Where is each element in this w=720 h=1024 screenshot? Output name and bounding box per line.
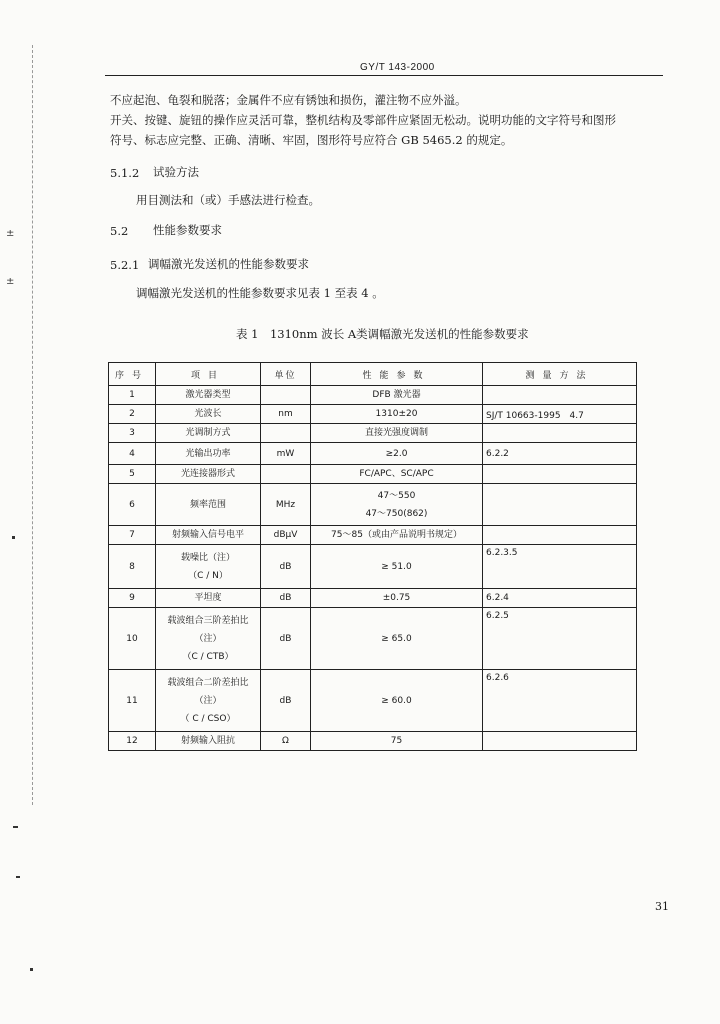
cell-method (483, 484, 637, 526)
margin-mark: ± (6, 228, 15, 239)
table-row (109, 465, 637, 484)
cell-unit: MHz (261, 484, 311, 526)
cell-param-line: FC/APC、SC/APC (359, 469, 434, 479)
cell-item (156, 545, 261, 589)
section-number: 5.2.1 (110, 258, 140, 272)
cell-unit: dB (261, 608, 311, 670)
table-row (109, 405, 637, 424)
table-row (109, 589, 637, 608)
cell-item (156, 526, 261, 545)
cell-item-line: （ C / CSO） (180, 713, 236, 724)
binding-line (32, 45, 34, 805)
table-header-row (109, 363, 637, 386)
section-title: 性能参数要求 (153, 223, 222, 237)
cell-no: 4 (109, 443, 156, 465)
cell-param-line: 47～550 (377, 490, 416, 501)
cell-param (311, 424, 483, 443)
table-row (109, 608, 637, 670)
header-item: 项目 (156, 363, 261, 386)
paragraph: 不应起泡、龟裂和脱落；金属件不应有锈蚀和损伤，灌注物不应外溢。 (110, 93, 467, 107)
paragraph: 用目测法和（或）手感法进行检查。 (136, 193, 320, 207)
cell-param-line: ≥2.0 (385, 448, 408, 459)
cell-param-line: ≥ 60.0 (381, 695, 412, 706)
cell-item-line: 射频输入信号电平 (171, 530, 244, 540)
cell-param-line: ±0.75 (382, 593, 411, 603)
cell-no: 6 (109, 484, 156, 526)
cell-unit: dB (261, 670, 311, 732)
table-row (109, 670, 637, 732)
cell-no: 5 (109, 465, 156, 484)
paragraph: 符号、标志应完整、正确、清晰、牢固，图形符号应符合 GB 5465.2 的规定。 (110, 133, 513, 147)
table-row (109, 732, 637, 751)
cell-no: 11 (109, 670, 156, 732)
cell-param-line: 47～750(862) (365, 508, 428, 519)
cell-param (311, 443, 483, 465)
cell-item-line: 载波组合三阶差拍比 (167, 615, 249, 626)
cell-param-line: 75～85（或由产品说明书规定） (331, 530, 462, 540)
header-unit: 单位 (261, 363, 311, 386)
cell-param-line: DFB 激光器 (372, 390, 421, 400)
paragraph: 调幅激光发送机的性能参数要求见表 1 至表 4 。 (136, 286, 384, 300)
cell-method: 6.2.4 (483, 589, 637, 608)
cell-item-line: 光调制方式 (185, 428, 231, 438)
cell-unit: nm (261, 405, 311, 424)
cell-method: 6.2.2 (483, 443, 637, 465)
parameter-table (108, 362, 637, 751)
scan-dot (16, 876, 20, 878)
header-method: 测量方法 (483, 363, 637, 386)
cell-item (156, 405, 261, 424)
scan-dot (13, 826, 18, 828)
cell-no: 12 (109, 732, 156, 751)
cell-item-line: 载噪比（注） (180, 552, 235, 563)
table-row (109, 386, 637, 405)
cell-unit: Ω (261, 732, 311, 751)
cell-item (156, 484, 261, 526)
cell-unit: dBμV (261, 526, 311, 545)
margin-mark: ± (6, 276, 15, 287)
cell-item (156, 589, 261, 608)
cell-param-line: 1310±20 (375, 409, 418, 419)
cell-method: SJ/T 10663-1995 4.7 (483, 405, 637, 424)
section-number: 5.1.2 (110, 166, 140, 180)
table-row (109, 484, 637, 526)
cell-method (483, 386, 637, 405)
cell-param (311, 465, 483, 484)
cell-method (483, 526, 637, 545)
cell-method: 6.2.3.5 (483, 545, 637, 589)
cell-param (311, 405, 483, 424)
cell-method (483, 732, 637, 751)
cell-item (156, 608, 261, 670)
header-param: 性能参数 (311, 363, 483, 386)
standard-code: GY/T 143-2000 (360, 62, 435, 73)
cell-item (156, 465, 261, 484)
cell-unit: dB (261, 589, 311, 608)
cell-method: 6.2.5 (483, 608, 637, 670)
cell-item (156, 443, 261, 465)
table-row (109, 443, 637, 465)
cell-param (311, 732, 483, 751)
table-row (109, 526, 637, 545)
cell-item-line: 载波组合二阶差拍比 (167, 677, 249, 688)
cell-no: 10 (109, 608, 156, 670)
cell-unit (261, 386, 311, 405)
scan-dot (12, 536, 15, 539)
scan-dot (30, 968, 33, 971)
section-number: 5.2 (110, 224, 129, 238)
cell-item-line: 激光器类型 (185, 390, 231, 400)
cell-no: 7 (109, 526, 156, 545)
cell-method (483, 465, 637, 484)
cell-item-line: 光连接器形式 (180, 469, 235, 479)
cell-no: 1 (109, 386, 156, 405)
table-row (109, 424, 637, 443)
cell-param (311, 589, 483, 608)
cell-unit: mW (261, 443, 311, 465)
cell-item-line: 光波长 (194, 409, 222, 419)
table-caption: 表 1 1310nm 波长 A类调幅激光发送机的性能参数要求 (236, 327, 529, 341)
cell-unit (261, 465, 311, 484)
header-rule (105, 75, 663, 76)
section-title: 试验方法 (153, 165, 199, 179)
cell-item (156, 424, 261, 443)
cell-no: 9 (109, 589, 156, 608)
cell-unit (261, 424, 311, 443)
cell-no: 3 (109, 424, 156, 443)
cell-item-line: 射频输入阻抗 (180, 736, 235, 746)
table-row (109, 545, 637, 589)
section-title: 调幅激光发送机的性能参数要求 (148, 257, 309, 271)
cell-item-line: 频率范围 (189, 499, 226, 510)
cell-no: 8 (109, 545, 156, 589)
page-number: 31 (655, 900, 669, 913)
cell-param (311, 386, 483, 405)
cell-item-line: （注） (194, 695, 222, 706)
cell-item (156, 732, 261, 751)
cell-param-line: 75 (390, 736, 403, 746)
cell-item (156, 386, 261, 405)
cell-no: 2 (109, 405, 156, 424)
cell-param (311, 484, 483, 526)
paragraph: 开关、按键、旋钮的操作应灵活可靠，整机结构及零部件应紧固无松动。说明功能的文字符号和图形 (110, 113, 616, 127)
cell-item (156, 670, 261, 732)
cell-param (311, 670, 483, 732)
cell-item-line: 光输出功率 (185, 448, 231, 459)
cell-param-line: ≥ 65.0 (381, 633, 412, 644)
cell-item-line: （C / N） (188, 570, 228, 581)
cell-item-line: （C / CTB） (182, 651, 234, 662)
cell-unit: dB (261, 545, 311, 589)
cell-param-line: 直接光强度调制 (364, 428, 428, 438)
cell-param (311, 545, 483, 589)
cell-param (311, 608, 483, 670)
cell-param (311, 526, 483, 545)
cell-item-line: （注） (194, 633, 222, 644)
cell-item-line: 平坦度 (194, 593, 222, 603)
cell-method: 6.2.6 (483, 670, 637, 732)
header-no: 序号 (109, 363, 156, 386)
cell-param-line: ≥ 51.0 (381, 561, 412, 572)
cell-method (483, 424, 637, 443)
